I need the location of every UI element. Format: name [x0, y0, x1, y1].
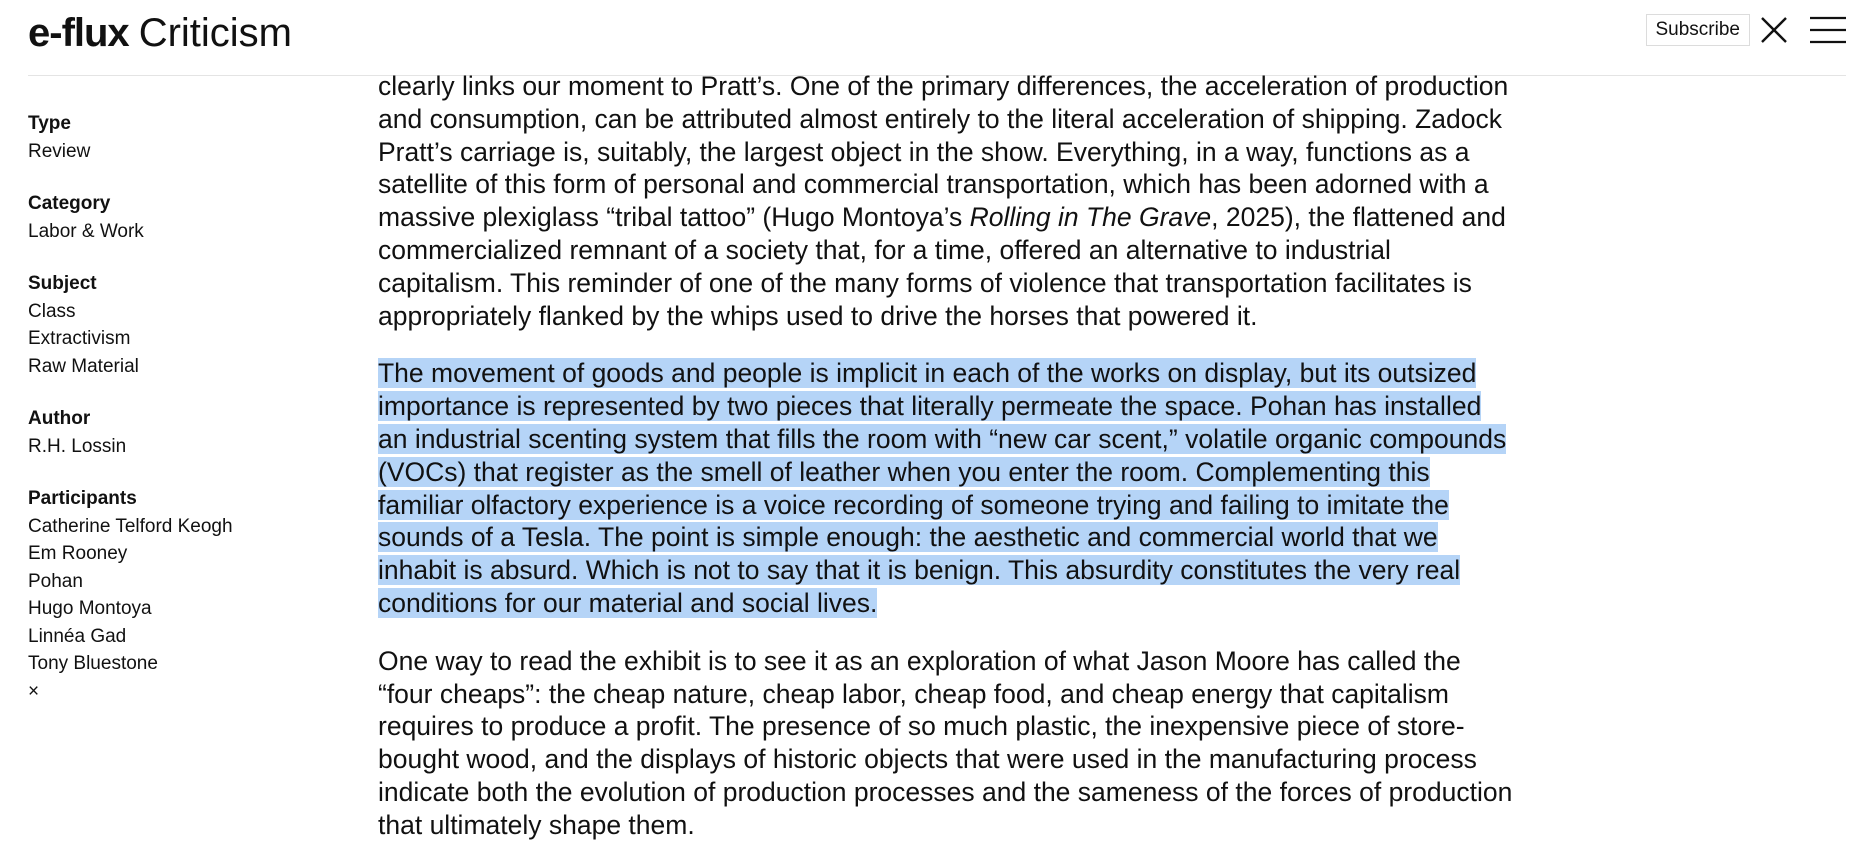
paragraph-text: clearly links our moment to Pratt’s. One of the primary differences, the acceleration of production and consumption, can be attributed almost entirely to the literal acceleration of shipping. Zadock Pratt’s carriage is, suitably, the largest object in the show. Everything, in a way, functions as a satellite of this form of personal and commercial transportation, which has been adorned with a massive plexiglass “tribal tattoo” (Hugo Montoya’s [378, 71, 1509, 233]
article-paragraph [378, 645, 1518, 842]
metadata-sidebar [28, 110, 328, 705]
paragraph-text: One way to read the exhibit is to see it as an exploration of what Jason Moore has called the “four cheaps”: the cheap nature, cheap labor, cheap food, and cheap energy that capitalism requires to produce a profit. The presence of so much plastic, the inexpensive piece of store-bought wood, and the displays of historic objects that were used in the manufacturing process indicate both the evolution of production processes and the sameness of the forces of production that ultimately shape them. [378, 645, 1513, 840]
meta-label: Participants [28, 488, 137, 509]
meta-value[interactable]: Catherine Telford Keogh [28, 515, 233, 537]
selected-text: The movement of goods and people is implicit in each of the works on display, but its outsized importance is represented by two pieces that literally permeate the space. Pohan has installed an industrial scenting system that fills the room with “new car scent,” volatile organic compounds (VOCs) that register as the smell of leather when you enter the room. Complementing this familiar olfactory experience is a voice recording of someone trying and failing to imitate the sounds of a Tesla. The point is simple enough: the aesthetic and commercial world that we inhabit is absurd. Which is not to say that it is benign. This absurdity constitutes the very real conditions for our material and social lives. [378, 358, 1507, 618]
subscribe-button[interactable]: Subscribe [1646, 14, 1751, 46]
meta-value[interactable]: Hugo Montoya [28, 598, 152, 619]
meta-label: Category [28, 193, 111, 214]
meta-value[interactable]: Labor & Work [28, 220, 144, 242]
section-title[interactable]: Criticism [138, 11, 292, 55]
eflux-logo[interactable]: e-flux [28, 11, 129, 55]
menu-icon[interactable] [1810, 16, 1846, 44]
meta-label: Type [28, 113, 71, 134]
meta-label: Author [28, 408, 91, 429]
artwork-title: Rolling in The Grave [969, 202, 1212, 233]
close-icon[interactable] [1760, 16, 1788, 44]
meta-value[interactable]: Em Rooney [28, 543, 128, 564]
meta-subject [28, 270, 328, 380]
meta-category [28, 190, 328, 245]
meta-value[interactable]: Extractivism [28, 328, 131, 349]
meta-label: Subject [28, 273, 97, 294]
collapse-metadata-button[interactable]: × [28, 680, 40, 702]
article-paragraph-selected [378, 357, 1518, 619]
meta-value[interactable]: Pohan [28, 570, 83, 592]
meta-value[interactable]: Class [28, 300, 76, 322]
meta-value[interactable]: Raw Material [28, 355, 139, 377]
meta-value[interactable]: Tony Bluestone [28, 653, 158, 674]
paragraph-text: , 2025), the flattened and commercialized remnant of a society that, for a time, offered an alternative to industrial capitalism. This reminder of one of the many forms of violence that transportation facilitates is appropriately flanked by the whips used to drive the horses that powered it. [378, 202, 1506, 331]
meta-value[interactable]: R.H. Lossin [28, 435, 127, 457]
meta-type [28, 110, 328, 165]
meta-value[interactable]: Review [28, 140, 91, 162]
meta-value[interactable]: Linnéa Gad [28, 625, 127, 647]
site-header [28, 0, 1846, 76]
article-body [378, 70, 1518, 867]
meta-participants [28, 485, 328, 705]
article-paragraph [378, 70, 1518, 332]
site-brand[interactable] [28, 8, 292, 58]
meta-author [28, 405, 328, 460]
